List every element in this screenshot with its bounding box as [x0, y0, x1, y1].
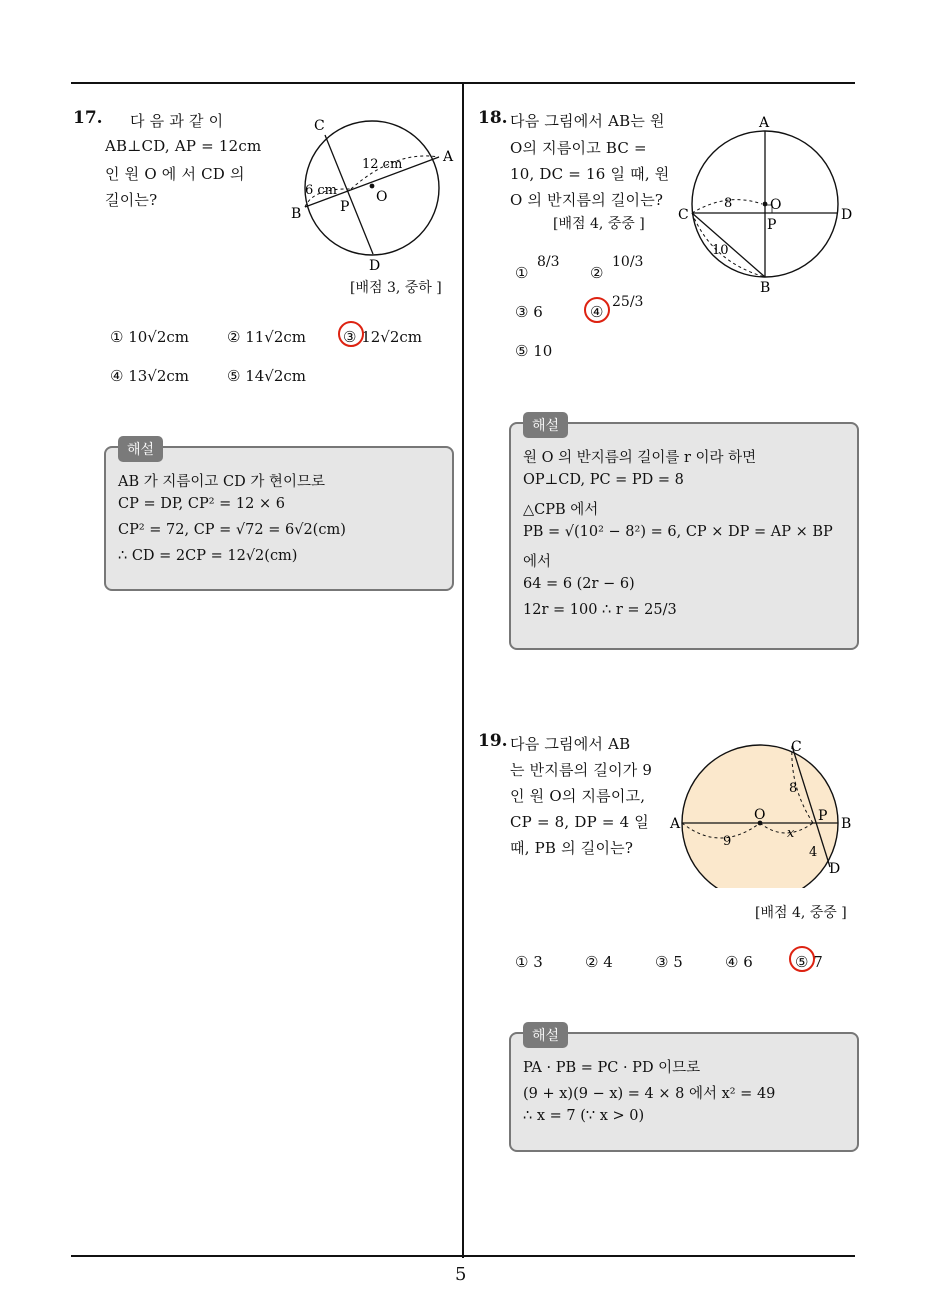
q19-fig-label: P — [818, 808, 828, 824]
q17-fig-label: C — [314, 118, 325, 134]
q19-points: [배점 4, 중중 ] — [755, 905, 847, 921]
q18-fig-label: B — [760, 280, 771, 296]
q19-line-1: 다음 그림에서 AB — [510, 735, 631, 753]
q18-solution-line: 에서 — [523, 554, 552, 570]
q18-choice-1-value: 8/3 — [537, 254, 560, 270]
q17-choice-5[interactable]: ⑤ 14√2cm — [227, 367, 307, 385]
q19-choice-5[interactable]: ⑤ 7 — [795, 953, 823, 971]
q18-choice-1[interactable]: ① — [515, 264, 529, 282]
q17-fig-len: 12 cm — [362, 157, 403, 172]
q18-choice-3[interactable]: ③ 6 — [515, 303, 543, 321]
q18-choice-2-value: 10/3 — [612, 254, 644, 270]
q19-solution-tag: 해설 — [523, 1022, 568, 1048]
q19-fig-label: D — [829, 861, 841, 877]
q19-solution-line: ∴ x = 7 (∵ x > 0) — [523, 1108, 645, 1124]
q18-solution-line: △CPB 에서 — [523, 502, 599, 518]
q19-figure — [665, 733, 860, 888]
q18-solution-tag: 해설 — [523, 412, 568, 438]
q18-fig-label: A — [759, 115, 770, 131]
q18-choice-2[interactable]: ② — [590, 264, 604, 282]
q18-number: 18. — [478, 108, 508, 128]
q17-solution-box — [104, 442, 454, 591]
q19-choice-3[interactable]: ③ 5 — [655, 953, 683, 971]
q17-choice-2[interactable]: ② 11√2cm — [227, 328, 307, 346]
q17-fig-label: A — [443, 149, 454, 165]
q18-fig-label: C — [678, 207, 689, 223]
q18-figure — [672, 112, 862, 297]
q18-line-4: O 의 반지름의 길이는? — [510, 191, 664, 209]
q18-fig-label: D — [841, 207, 853, 223]
q17-solution-line: ∴ CD = 2CP = 12√2(cm) — [118, 548, 298, 564]
q17-solution-line: CP = DP, CP² = 12 × 6 — [118, 496, 285, 512]
q18-solution-line: PB = √(10² − 8²) = 6, CP × DP = AP × BP — [523, 524, 833, 540]
q18-points: [배점 4, 중중 ] — [553, 216, 645, 232]
q18-solution-line: 12r = 100 ∴ r = 25/3 — [523, 602, 677, 618]
q19-choice-4[interactable]: ④ 6 — [725, 953, 753, 971]
q17-solution-line: AB 가 지름이고 CD 가 현이므로 — [118, 474, 325, 490]
q19-solution-line: (9 + x)(9 − x) = 4 × 8 에서 x² = 49 — [523, 1086, 776, 1102]
q19-solution-box — [509, 1028, 859, 1152]
q19-solution-line: PA · PB = PC · PD 이므로 — [523, 1060, 701, 1076]
q17-choice-4[interactable]: ④ 13√2cm — [110, 367, 190, 385]
q19-fig-label: B — [841, 816, 852, 832]
q18-fig-label: O — [770, 197, 782, 213]
q18-solution-line: OP⊥CD, PC = PD = 8 — [523, 472, 684, 488]
q17-fig-label: D — [369, 258, 381, 274]
q17-line-2: AB⊥CD, AP = 12cm — [105, 137, 262, 155]
q19-answer-mark — [789, 946, 815, 972]
q19-line-5: 때, PB 의 길이는? — [510, 839, 634, 857]
q19-fig-len: 8 — [789, 781, 798, 796]
q19-fig-len: 9 — [723, 834, 732, 849]
q19-fig-label: A — [670, 816, 681, 832]
q19-fig-len: x — [787, 826, 795, 841]
q18-choice-4-value: 25/3 — [612, 294, 644, 310]
q19-choice-1[interactable]: ① 3 — [515, 953, 543, 971]
q19-fig-len: 4 — [809, 845, 818, 860]
q18-fig-label: P — [767, 217, 777, 233]
q18-line-1: 다음 그림에서 AB는 원 — [510, 112, 665, 130]
bottom-rule — [71, 1255, 855, 1257]
q17-line-1: 다 음 과 같 이 — [130, 112, 224, 130]
q17-choice-1[interactable]: ① 10√2cm — [110, 328, 190, 346]
q19-line-2: 는 반지름의 길이가 9 — [510, 761, 653, 779]
page-number: 5 — [455, 1264, 467, 1285]
q18-choice-5[interactable]: ⑤ 10 — [515, 342, 553, 360]
q19-line-3: 인 원 O의 지름이고, — [510, 787, 646, 805]
q17-answer-mark — [338, 321, 364, 347]
q18-choice-4-frac — [612, 294, 643, 311]
q19-fig-label: C — [791, 739, 802, 755]
q18-solution-line: 원 O 의 반지름의 길이를 r 이라 하면 — [523, 450, 757, 466]
q18-solution-line: 64 = 6 (2r − 6) — [523, 576, 635, 592]
q19-number: 19. — [478, 731, 508, 751]
q17-solution-line: CP² = 72, CP = √72 = 6√2(cm) — [118, 522, 346, 538]
q17-number: 17. — [73, 108, 103, 128]
q18-fig-len: 10 — [712, 243, 729, 258]
q19-line-4: CP = 8, DP = 4 일 — [510, 813, 649, 831]
q18-line-3: 10, DC = 16 일 때, 원 — [510, 165, 670, 183]
q19-choice-2[interactable]: ② 4 — [585, 953, 613, 971]
q18-answer-mark — [584, 297, 610, 323]
q18-choice-4[interactable]: ④ — [590, 303, 604, 321]
q18-line-2: O의 지름이고 BC = — [510, 139, 647, 157]
q17-fig-len: 6 cm — [305, 183, 338, 198]
q18-choice-2-frac — [612, 254, 643, 271]
q18-choice-1-frac — [537, 254, 560, 271]
q18-solution-box — [509, 418, 859, 650]
q17-fig-label: O — [376, 189, 388, 205]
q17-points: [배점 3, 중하 ] — [350, 280, 442, 296]
q19-fig-label: O — [754, 807, 766, 823]
column-divider — [462, 83, 464, 1258]
q17-solution-tag: 해설 — [118, 436, 163, 462]
q17-line-4: 길이는? — [105, 191, 158, 209]
q17-line-3: 인 원 O 에 서 CD 의 — [105, 165, 245, 183]
q17-figure — [285, 110, 460, 275]
q17-fig-label: P — [340, 199, 350, 215]
q18-fig-len: 8 — [724, 196, 733, 211]
q17-fig-label: B — [291, 206, 302, 222]
q17-choice-3[interactable]: ③ 12√2cm — [343, 328, 423, 346]
